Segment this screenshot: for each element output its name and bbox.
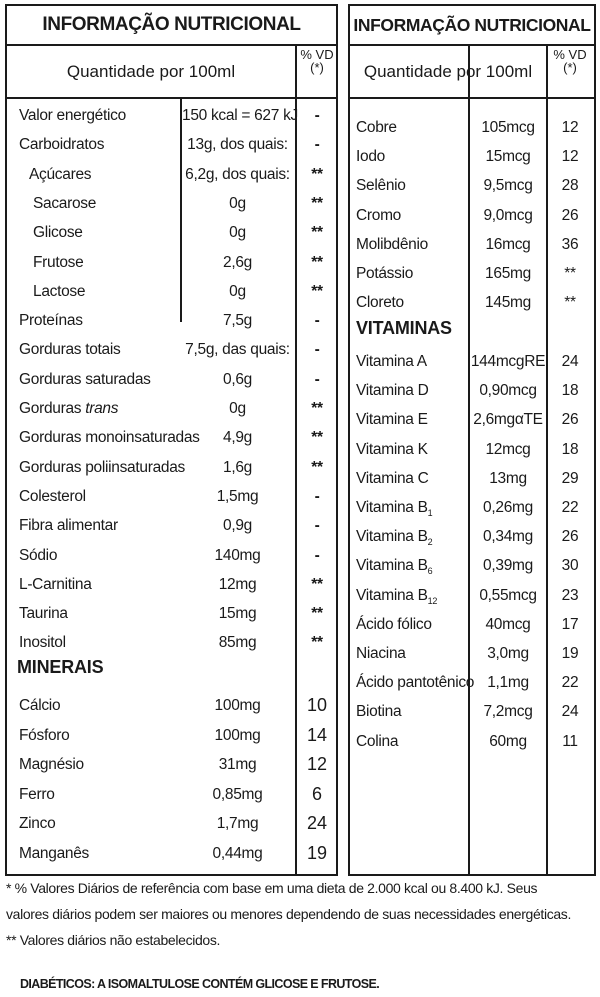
nutrient-amount: 0,85mg — [212, 785, 263, 803]
nutrient-amount: 0g — [229, 282, 246, 300]
nutrient-amount: 100mg — [214, 697, 261, 714]
nutrient-vd: ** — [311, 458, 323, 476]
nutrient-vd: 26 — [561, 528, 579, 546]
nutrient-name: Manganês — [19, 844, 89, 862]
nutrient-vd: 24 — [561, 703, 579, 721]
nutrient-amount: 4,9g — [223, 429, 252, 447]
nutrient-name-text: Vitamina B — [356, 586, 428, 604]
nutrient-vd: ** — [564, 294, 576, 312]
nutrient-vd: 36 — [561, 235, 579, 253]
nutrient-amount: 0g — [229, 194, 246, 212]
nutrient-amount: 13mg — [489, 469, 527, 487]
nutrient-vd: - — [314, 517, 320, 535]
nutrient-name: Lactose — [33, 282, 86, 300]
footnote-not-established: ** Valores diários não estabelecidos. — [6, 932, 221, 948]
vd-label: % VD — [300, 47, 334, 62]
vd-header — [548, 48, 592, 74]
quantity-label: Quantidade por 100ml — [363, 61, 533, 81]
nutrient-row — [7, 482, 336, 511]
nutrient-vd: 11 — [562, 732, 578, 750]
nutrient-vd: - — [314, 370, 320, 388]
nutrient-amount: 7,5g — [223, 312, 252, 330]
nutrient-name-subscript: 2 — [427, 537, 433, 548]
footnote-vd-continued: valores diários podem ser maiores ou menores dependendo de suas necessidades energéticas. — [6, 906, 571, 922]
footnote-vd: * % Valores Diários de referência com base em uma dieta de 2.000 kcal ou 8.400 kJ. Seus — [6, 880, 538, 896]
nutrient-amount: 0,26mg — [483, 499, 533, 516]
section-title-minerals: MINERAIS — [17, 657, 104, 677]
nutrient-row — [350, 288, 594, 317]
nutrient-amount: 1,5mg — [216, 487, 259, 505]
nutrient-amount: 2,6mgαTE — [473, 411, 543, 429]
nutrient-amount: 0,6g — [223, 370, 252, 388]
nutrient-amount: 6,2g, dos quais: — [185, 165, 290, 183]
nutrient-name: Vitamina D — [356, 382, 429, 400]
nutrient-row — [350, 493, 594, 522]
nutrient-name: Potássio — [356, 265, 414, 282]
nutrient-vd: ** — [311, 605, 323, 623]
nutrient-row — [7, 599, 336, 628]
vd-header — [297, 48, 337, 74]
nutrient-amount: 0,39mg — [483, 557, 533, 575]
nutrient-row — [350, 376, 594, 405]
nutrient-vd: 26 — [561, 411, 579, 429]
nutrient-row — [7, 130, 336, 159]
nutrient-row — [350, 668, 594, 697]
nutrient-name: Gorduras poliinsaturadas — [19, 458, 185, 476]
nutrient-vd: 10 — [306, 695, 328, 715]
nutrient-name: Açúcares — [29, 165, 92, 183]
nutrient-name: Gorduras saturadas — [19, 370, 151, 388]
nutrient-name: Taurina — [19, 605, 68, 623]
nutrient-vd: 24 — [306, 813, 328, 833]
mineral-row — [7, 809, 336, 838]
nutrient-name-text: Vitamina B — [356, 528, 428, 546]
nutrient-name: Magnésio — [19, 756, 84, 773]
nutrient-name: Molibdênio — [356, 235, 428, 253]
nutrient-vd: ** — [311, 165, 323, 183]
nutrient-name: Colina — [356, 732, 399, 750]
nutrient-amount: 1,6g — [223, 458, 252, 476]
nutrient-name-subscript: 1 — [427, 508, 433, 518]
nutrient-amount: 105mcg — [481, 119, 535, 136]
table-title: INFORMAÇÃO NUTRICIONAL — [350, 6, 594, 46]
nutrient-amount: 100mg — [214, 726, 261, 744]
nutrient-name: Ácido fólico — [356, 615, 432, 633]
nutrient-vd: 30 — [561, 557, 579, 575]
nutrient-name: Vitamina E — [356, 411, 428, 429]
nutrient-row — [350, 581, 594, 610]
nutrient-name: Cloreto — [356, 294, 404, 312]
nutrient-amount: 13g, dos quais: — [187, 136, 288, 154]
nutrient-name: Vitamina A — [356, 353, 427, 370]
nutrient-name: Fibra alimentar — [19, 517, 118, 535]
nutrient-row — [350, 697, 594, 726]
nutrient-name: Gorduras monoinsaturadas — [19, 429, 200, 447]
nutrient-vd: 18 — [561, 382, 579, 400]
nutrient-amount: 7,2mcg — [483, 703, 533, 721]
nutrient-name: Vitamina K — [356, 440, 428, 458]
nutrient-vd: ** — [311, 575, 323, 593]
nutrient-name: Cromo — [356, 206, 402, 224]
nutrient-amount: 31mg — [218, 756, 257, 773]
nutrient-row — [7, 248, 336, 277]
quantity-label: Quantidade por 100ml — [66, 61, 236, 81]
nutrient-name-subscript: 12 — [427, 595, 438, 606]
nutrient-name: Glicose — [33, 224, 83, 242]
nutrient-vd: - — [314, 546, 320, 564]
nutrient-vd: ** — [311, 194, 323, 212]
nutrient-row — [350, 610, 594, 639]
nutrient-vd: ** — [311, 253, 323, 271]
nutrient-amount: 9,5mcg — [483, 177, 533, 195]
nutrient-name — [19, 394, 118, 423]
nutrient-name: Niacina — [356, 645, 406, 662]
nutrient-vd: - — [314, 341, 320, 359]
nutrient-name — [356, 551, 432, 580]
nutrient-vd: - — [314, 312, 320, 330]
nutrient-row — [7, 541, 336, 570]
nutrient-vd: - — [314, 107, 320, 124]
nutrient-name: Colesterol — [19, 487, 86, 505]
nutrient-name-subscript: 6 — [427, 566, 433, 577]
nutrient-row — [7, 160, 336, 189]
nutrient-name: Cobre — [356, 119, 397, 136]
diabetic-warning: DIABÉTICOS: A ISOMALTULOSE CONTÉM GLICOSE E FRUTOSE. — [20, 977, 380, 991]
nutrient-amount: 15mg — [218, 605, 257, 623]
nutrient-name — [356, 522, 432, 551]
nutrient-amount: 1,1mg — [487, 674, 529, 692]
nutrient-vd: 6 — [311, 783, 322, 804]
nutrient-vd: 24 — [561, 353, 579, 370]
nutrient-vd: 19 — [561, 645, 579, 662]
nutrient-vd: 17 — [561, 615, 579, 633]
nutrient-vd: 29 — [561, 469, 579, 487]
nutrient-name: Zinco — [19, 815, 56, 832]
nutrient-name-text: Gorduras — [19, 400, 86, 417]
nutrient-row — [7, 628, 336, 657]
table-subheader — [350, 46, 594, 99]
nutrient-row — [350, 347, 594, 376]
nutrient-name-text: Vitamina B — [356, 499, 428, 516]
nutrient-amount: 60mg — [489, 732, 527, 750]
table-subheader — [7, 46, 336, 99]
nutrient-name-text: Vitamina B — [356, 557, 428, 575]
nutrient-amount: 12mg — [218, 575, 257, 593]
nutrient-vd: 26 — [561, 206, 579, 224]
nutrient-row — [350, 171, 594, 200]
mineral-row — [7, 721, 336, 750]
nutrient-amount: 0,34mg — [483, 528, 533, 546]
nutrient-vd: - — [314, 487, 320, 505]
nutrient-amount: 7,5g, das quais: — [185, 341, 290, 359]
nutrition-table-right — [348, 4, 596, 876]
nutrient-name: Iodo — [356, 148, 385, 166]
mineral-row — [7, 691, 336, 720]
nutrient-vd: 12 — [306, 754, 328, 774]
nutrient-amount: 12mcg — [485, 440, 531, 458]
nutrient-row — [7, 218, 336, 247]
nutrient-amount: 144mcgRE — [470, 353, 546, 370]
nutrient-row — [7, 570, 336, 599]
nutrient-amount: 165mg — [485, 265, 531, 282]
nutrient-amount: 140mg — [214, 546, 261, 564]
nutrient-row — [7, 306, 336, 335]
nutrient-row — [7, 335, 336, 364]
nutrient-row — [7, 365, 336, 394]
nutrient-vd: ** — [311, 224, 323, 242]
nutrient-row — [350, 639, 594, 668]
nutrient-row — [350, 405, 594, 434]
nutrient-vd: 22 — [561, 674, 579, 692]
nutrient-row — [350, 259, 594, 288]
nutrient-amount: 85mg — [218, 634, 257, 652]
nutrient-name: Inositol — [19, 634, 66, 652]
nutrient-vd: ** — [564, 265, 576, 282]
nutrient-row — [350, 113, 594, 142]
nutrient-amount: 3,0mg — [487, 645, 529, 662]
nutrient-row — [350, 201, 594, 230]
nutrient-amount: 150 kcal = 627 kJ — [182, 107, 298, 124]
nutrient-name: Ferro — [19, 785, 55, 803]
nutrient-name: Fósforo — [19, 726, 70, 744]
nutrient-row — [7, 453, 336, 482]
nutrient-row — [350, 435, 594, 464]
nutrient-name: Vitamina C — [356, 469, 429, 487]
nutrient-amount: 0,9g — [223, 517, 252, 535]
nutrient-name: Valor energético — [19, 107, 126, 124]
nutrient-vd: - — [314, 136, 320, 154]
nutrient-name: Proteínas — [19, 312, 83, 330]
nutrient-name: Sacarose — [33, 194, 97, 212]
mineral-row — [7, 780, 336, 809]
nutrient-name: Cálcio — [19, 697, 61, 714]
nutrient-row — [7, 394, 336, 423]
nutrient-row — [350, 230, 594, 259]
nutrient-name-italic: trans — [85, 400, 119, 417]
nutrient-vd: 12 — [561, 119, 579, 136]
nutrient-vd: 22 — [561, 499, 579, 516]
nutrient-vd: 12 — [561, 148, 579, 166]
nutrient-name: Carboidratos — [19, 136, 105, 154]
nutrient-vd: 18 — [561, 440, 579, 458]
nutrient-vd: 19 — [306, 842, 328, 863]
nutrient-amount: 0g — [229, 400, 246, 417]
nutrient-amount: 0,90mcg — [479, 382, 537, 400]
nutrient-amount: 16mcg — [485, 235, 531, 253]
vd-note-mark: (*) — [310, 60, 324, 75]
nutrient-name: Sódio — [19, 546, 58, 564]
nutrient-row — [7, 101, 336, 130]
nutrient-name: Frutose — [33, 253, 84, 271]
nutrient-amount: 0,44mg — [212, 844, 263, 862]
nutrient-amount: 40mcg — [485, 615, 531, 633]
nutrient-vd: 23 — [561, 586, 579, 604]
nutrient-amount: 145mg — [485, 294, 531, 312]
nutrient-vd: 14 — [306, 724, 328, 745]
nutrient-amount: 0,55mcg — [479, 586, 537, 604]
nutrient-vd: ** — [311, 282, 323, 300]
mineral-row — [7, 750, 336, 779]
nutrient-amount: 9,0mcg — [483, 206, 533, 224]
nutrition-table-left — [5, 4, 338, 876]
nutrient-row — [7, 277, 336, 306]
nutrient-row — [350, 551, 594, 580]
nutrient-amount: 15mcg — [485, 148, 531, 166]
nutrient-amount: 0g — [229, 224, 246, 242]
section-title-vitamins: VITAMINAS — [356, 318, 452, 338]
nutrient-row — [7, 511, 336, 540]
nutrient-row — [7, 423, 336, 452]
nutrient-name — [356, 581, 437, 610]
nutrient-amount: 1,7mg — [216, 815, 259, 832]
nutrient-vd: 28 — [561, 177, 579, 195]
nutrient-row — [7, 189, 336, 218]
nutrient-name: Ácido pantotênico — [356, 674, 475, 692]
nutrient-row — [350, 522, 594, 551]
nutrient-amount: 2,6g — [223, 253, 252, 271]
nutrient-row — [350, 464, 594, 493]
nutrient-vd: ** — [311, 429, 323, 447]
nutrient-row — [350, 142, 594, 171]
nutrient-vd: ** — [311, 400, 323, 417]
nutrient-name: Gorduras totais — [19, 341, 121, 359]
nutrient-name: Selênio — [356, 177, 406, 195]
vd-note-mark: (*) — [563, 60, 577, 75]
vd-label: % VD — [553, 47, 587, 62]
table-title: INFORMAÇÃO NUTRICIONAL — [7, 6, 336, 46]
mineral-row — [7, 839, 336, 868]
nutrient-name: L-Carnitina — [19, 575, 92, 593]
nutrient-vd: ** — [311, 634, 323, 652]
nutrient-name: Biotina — [356, 703, 402, 721]
nutrient-name — [356, 493, 432, 522]
nutrient-row — [350, 727, 594, 756]
